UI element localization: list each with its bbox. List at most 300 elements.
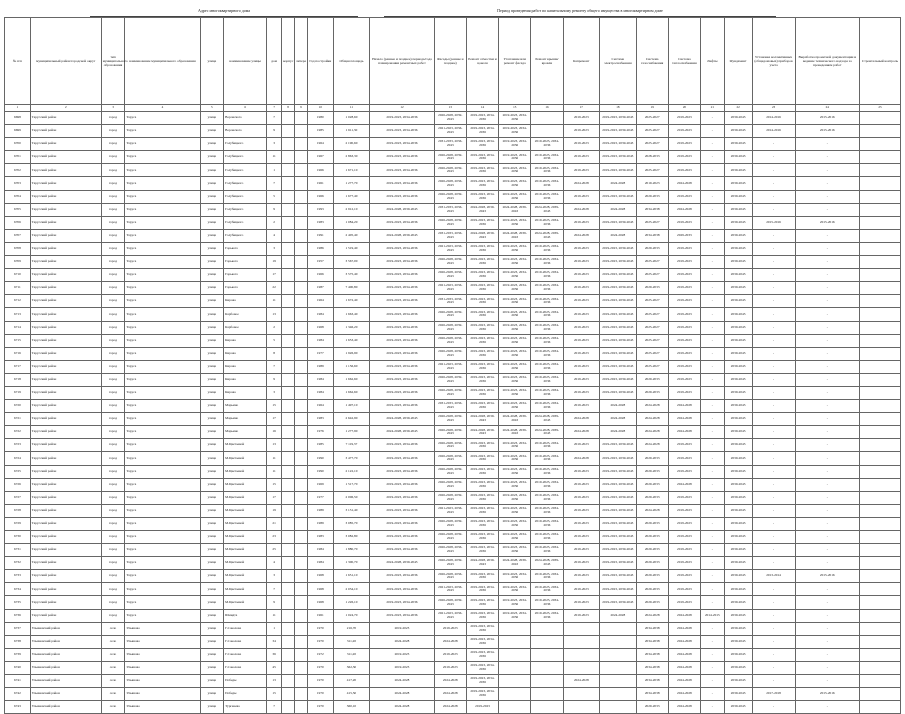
table-cell: - [701,334,725,347]
table-cell: Тарусский район [30,282,101,295]
table-cell: Таруса [125,452,200,465]
table-cell: 2019-2023, 2034-2036 [466,308,498,321]
table-cell: город [101,491,125,504]
table-cell: 2024-2028 [668,635,700,648]
table-cell: 3 [267,138,282,151]
table-cell [282,229,295,242]
table-cell [563,688,600,701]
table-cell: 2019-2023 [668,282,700,295]
table-cell [295,661,308,674]
table-cell: Тарусский район [30,308,101,321]
table-cell: улица [200,125,224,138]
table-cell: 2019-2023, 2034-2036 [466,295,498,308]
table-cell: 7 [267,701,282,714]
table-cell: Таруса [125,112,200,125]
table-cell: 6714 [5,321,31,334]
table-cell: - [795,151,859,164]
table-cell: 2019-2023, 2034-2036 [466,688,498,701]
table-cell: - [795,269,859,282]
table-cell: - [701,426,725,439]
table-cell: Ульяновский район [30,622,101,635]
table-cell: 2 [267,321,282,334]
table-cell: М.Цветаевой [224,544,267,557]
table-cell: 2019-2023 [668,439,700,452]
table-cell: улица [200,308,224,321]
table-cell: - [752,138,795,151]
table-cell: 2026-2028, 2039-2043 [434,216,466,229]
table-cell: 2017-2018 [752,688,795,701]
table-row [5,269,901,282]
table-cell: 2019-2023, 2039-2043 [600,557,637,570]
table-cell: 1964 [307,295,333,308]
table-cell: 6715 [5,334,31,347]
table-cell [859,229,900,242]
table-cell: - [795,517,859,530]
table-cell: 2029-2033 [636,465,668,478]
table-cell: улица [200,347,224,360]
table-cell: 2026-2028, 2039-2043 [434,256,466,269]
table-cell [282,661,295,674]
table-cell: улица [200,177,224,190]
table-cell: 6730 [5,531,31,544]
table-cell: 2019-2023, 2039-2043 [600,308,637,321]
table-cell: город [101,360,125,373]
table-cell: 2019-2023, 2034-2036 [466,504,498,517]
table-cell: 2019-2023, 2034-2036 [531,360,563,373]
table-cell: Таруса [125,544,200,557]
table-cell: - [701,151,725,164]
table-cell: 2024-2028 [563,203,600,216]
column-number: 25 [859,105,900,112]
table-cell: 2019-2023, 2034-2036 [466,596,498,609]
table-cell: Таруса [125,517,200,530]
table-cell [859,583,900,596]
table-cell: Г.Соколова [224,648,267,661]
table-cell [282,504,295,517]
table-cell: Тарусский район [30,426,101,439]
table-cell: 1964 [307,138,333,151]
column-header: Лифты [701,18,725,105]
table-cell: 1966 [307,269,333,282]
table-cell: М.Цветаевой [224,439,267,452]
table-cell: 2019-2023, 2039-2043 [600,190,637,203]
table-cell: Тарусский район [30,177,101,190]
table-cell: - [701,138,725,151]
table-cell: - [752,334,795,347]
table-cell [282,321,295,334]
table-cell: 1991 [307,229,333,242]
table-cell: 2019-2023 [563,517,600,530]
table-cell: 2019-2023, 2034-2036 [370,517,434,530]
table-row [5,177,901,190]
table-cell: Таруса [125,308,200,321]
table-cell: 2021-2023, 2036-2043 [434,583,466,596]
table-cell [600,701,637,714]
table-cell: 2034-2038 [636,675,668,688]
table-cell: Тарусский район [30,583,101,596]
table-cell: 2019-2023, 2034-2036 [531,439,563,452]
table-cell [282,269,295,282]
table-cell: 2019-2023, 2034-2036 [531,609,563,622]
table-cell: 2039-2043 [724,622,752,635]
table-cell: 2026-2028, 2039-2043 [434,557,466,570]
table-cell: - [795,413,859,426]
table-cell: 2024-2028, 2039-2043 [499,426,531,439]
table-cell: 9 [267,596,282,609]
table-cell [295,164,308,177]
table-cell: 2019-2023, 2039-2043 [600,531,637,544]
table-cell: 2024-2028 [370,635,434,648]
table-cell: - [701,413,725,426]
table-cell [859,216,900,229]
table-cell: город [101,544,125,557]
table-cell: - [701,622,725,635]
table-cell: Тарусский район [30,295,101,308]
table-cell [295,688,308,701]
table-cell: 1984 [307,334,333,347]
table-cell: 6703 [5,177,31,190]
table-cell: Ульяново [125,648,200,661]
table-cell: 2019-2023 [668,544,700,557]
table-cell [295,452,308,465]
table-cell [295,229,308,242]
table-cell: город [101,177,125,190]
table-cell: 2039-2043 [724,701,752,714]
table-cell: М.Цветаевой [224,504,267,517]
table-cell: 1980 [307,112,333,125]
table-cell: Таруса [125,557,200,570]
table-cell: 2024-2028, 2039-2043 [466,426,498,439]
table-cell: 2019-2023, 2034-2036 [499,112,531,125]
table-cell: 2019-2023 [563,112,600,125]
table-cell: Голубицкого [224,203,267,216]
column-header: Год постройки [307,18,333,105]
table-cell [859,531,900,544]
table-cell: 2019-2023 [563,256,600,269]
table-cell [295,321,308,334]
table-cell [282,648,295,661]
table-cell: 2019-2023 [563,570,600,583]
column-header: Ремонт отмостки и цоколя [466,18,498,105]
column-number: 20 [668,105,700,112]
table-cell: 2019-2023, 2034-2036 [499,242,531,255]
table-cell: - [701,452,725,465]
table-cell: улица [200,242,224,255]
table-cell: село [101,688,125,701]
table-cell: 2019-2023, 2034-2036 [370,112,434,125]
table-cell: 2039-2043 [724,557,752,570]
table-cell: 2019-2023, 2034-2036 [531,596,563,609]
table-cell: 2019-2023 [668,386,700,399]
table-cell [859,190,900,203]
column-header: Строительный контроль [859,18,900,105]
table-cell: город [101,583,125,596]
table-cell: 2039-2043 [724,138,752,151]
table-cell: 2025-2027 [636,360,668,373]
table-cell: - [795,295,859,308]
table-cell: - [752,452,795,465]
table-cell: улица [200,203,224,216]
table-cell [563,701,600,714]
address-caption: Адрес многоквартирного дома [90,4,358,17]
table-cell: 2029-2033 [636,386,668,399]
table-row [5,400,901,413]
table-cell [295,570,308,583]
table-cell: 2029-2033 [636,596,668,609]
table-cell: Тарусский район [30,151,101,164]
table-cell: 2034-2038 [636,203,668,216]
column-header: Капремонт [563,18,600,105]
column-number: 3 [101,105,125,112]
table-cell: 2019-2023, 2034-2036 [370,151,434,164]
table-cell: Тарусский район [30,138,101,151]
table-cell [859,491,900,504]
table-cell: 2019-2023, 2034-2036 [370,439,434,452]
table-cell: 1 519,40 [333,242,370,255]
table-cell: 11 [267,151,282,164]
table-cell: 2026-2028, 2039-2043 [434,531,466,544]
table-cell: 2019-2023, 2034-2036 [466,360,498,373]
table-cell: 13 [267,675,282,688]
table-cell: 11 [267,295,282,308]
table-cell: 2019-2023, 2034-2036 [531,334,563,347]
table-row [5,386,901,399]
table-cell: 2024-2028, 2039-2043 [370,413,434,426]
table-cell [295,426,308,439]
table-cell [282,544,295,557]
table-row [5,452,901,465]
column-number: 19 [636,105,668,112]
table-cell: - [795,478,859,491]
table-cell [859,675,900,688]
table-cell: 2 034,10 [333,583,370,596]
table-cell: 2019-2023 [563,491,600,504]
table-cell: Горького [224,256,267,269]
table-cell: город [101,478,125,491]
table-cell: Таруса [125,373,200,386]
table-cell: 2 912,10 [333,203,370,216]
table-cell: 2019-2023, 2034-2036 [466,269,498,282]
table-cell: улица [200,661,224,674]
column-number: 4 [125,105,200,112]
table-cell: 15 [267,688,282,701]
table-cell: - [701,295,725,308]
table-cell: улица [200,583,224,596]
table-row [5,426,901,439]
table-cell: 311,20 [333,635,370,648]
table-cell [295,138,308,151]
table-cell: 2024-2028 [563,426,600,439]
table-cell: 2019-2023, 2034-2036 [531,531,563,544]
column-header: литера [295,18,308,105]
table-cell: город [101,295,125,308]
table-cell: 2019-2023, 2039-2043 [600,242,637,255]
table-cell: 6732 [5,557,31,570]
table-cell: 2029-2033 [636,491,668,504]
table-cell: улица [200,531,224,544]
column-number: 8 [282,105,295,112]
table-cell [295,373,308,386]
table-cell: - [752,504,795,517]
table-cell: 2024-2028 [563,177,600,190]
table-cell: Тарусский район [30,570,101,583]
table-cell: 2026-2028, 2039-2043 [434,517,466,530]
table-cell: Тарусский район [30,504,101,517]
table-cell: 7 [267,112,282,125]
table-cell [859,661,900,674]
table-cell: - [795,203,859,216]
table-cell: Тарусский район [30,373,101,386]
table-cell: 6702 [5,164,31,177]
table-cell: - [795,321,859,334]
table-cell: улица [200,373,224,386]
table-cell: 2019-2023, 2034-2036 [466,570,498,583]
table-cell: - [795,164,859,177]
table-cell: 2039-2043 [724,439,752,452]
table-cell: - [752,229,795,242]
table-cell: город [101,373,125,386]
table-cell: Марьино [224,426,267,439]
table-cell: 2019-2023, 2039-2043 [600,360,637,373]
table-cell [295,517,308,530]
table-cell: 1 [267,622,282,635]
table-cell: 2019-2023, 2034-2036 [466,400,498,413]
table-cell: 2019-2023, 2034-2036 [531,321,563,334]
table-cell: 2021-2023, 2036-2043 [434,125,466,138]
table-cell: 6705 [5,203,31,216]
table-cell: 2019-2023, 2034-2036 [370,269,434,282]
table-cell: 2019-2023, 2034-2036 [466,675,498,688]
table-cell: 2039-2043 [724,256,752,269]
table-cell: 2019-2023, 2034-2036 [499,609,531,622]
table-cell: 17 [267,491,282,504]
table-cell [859,177,900,190]
table-cell: улица [200,334,224,347]
table-cell: Горького [224,242,267,255]
table-cell: 362,30 [333,661,370,674]
table-cell: город [101,596,125,609]
table-cell: 6711 [5,282,31,295]
table-cell [295,622,308,635]
table-cell: 2039-2043 [724,661,752,674]
table-cell [859,203,900,216]
table-cell: - [752,517,795,530]
table-cell: 2039-2043 [724,452,752,465]
table-cell [499,661,531,674]
table-cell: 11 [267,609,282,622]
table-cell [859,334,900,347]
table-cell: город [101,308,125,321]
table-cell: Кирова [224,386,267,399]
column-header: наименование муниципального образования [125,18,200,105]
table-cell: 1970 [307,701,333,714]
table-cell: 7 [267,583,282,596]
table-cell: 2019-2023 [668,321,700,334]
table-cell: 2019-2023, 2034-2036 [466,373,498,386]
table-cell [282,347,295,360]
table-cell: 2039-2043 [724,216,752,229]
table-cell: - [795,282,859,295]
table-cell: Кирова [224,334,267,347]
table-cell: 2019-2023 [668,452,700,465]
table-cell: - [701,478,725,491]
table-cell: Тарусский район [30,360,101,373]
table-cell: Г.Соколова [224,622,267,635]
table-row [5,570,901,583]
table-cell: улица [200,648,224,661]
table-cell: Тарусский район [30,216,101,229]
table-cell [282,203,295,216]
table-row [5,675,901,688]
table-cell: 2019-2023, 2039-2043 [600,504,637,517]
table-row [5,531,901,544]
column-number: 23 [752,105,795,112]
table-cell [499,635,531,648]
table-cell: - [795,360,859,373]
table-cell: 2019-2023, 2034-2036 [531,190,563,203]
table-cell: 2024-2028 [600,400,637,413]
table-cell: 2031-2033, 2036-2043 [434,229,466,242]
table-cell [295,400,308,413]
table-cell: - [752,426,795,439]
table-cell: 2019-2023 [668,216,700,229]
table-cell: - [752,675,795,688]
table-cell: 2019-2023, 2034-2036 [466,622,498,635]
table-cell [859,242,900,255]
table-cell: Таруса [125,164,200,177]
table-cell: 1 084,20 [333,216,370,229]
table-cell: 2029-2033 [636,517,668,530]
table-cell: 2019-2023, 2039-2043 [600,386,637,399]
table-cell: 2019-2023 [563,609,600,622]
table-cell: 2031-2033, 2036-2043 [434,295,466,308]
table-row [5,151,901,164]
table-cell: - [752,164,795,177]
table-cell: 2019-2023, 2039-2043 [600,138,637,151]
table-cell: 1984 [307,557,333,570]
table-cell: 2019-2023, 2034-2036 [466,282,498,295]
table-cell: 1 [267,164,282,177]
table-cell: город [101,570,125,583]
table-cell: 2029-2033 [636,557,668,570]
table-cell: 2025-2027 [636,112,668,125]
table-cell: 6713 [5,308,31,321]
table-cell: - [752,622,795,635]
table-cell: 9 [267,203,282,216]
table-cell: 2019-2023, 2034-2036 [531,242,563,255]
column-header: наименование улицы [224,18,267,105]
table-cell: 2024-2028, 2039-2043 [370,229,434,242]
table-cell: Тарусский район [30,452,101,465]
table-cell: 1964 [307,400,333,413]
table-cell [600,688,637,701]
table-cell: М.Цветаевой [224,531,267,544]
table-cell: 2019-2023, 2034-2036 [499,164,531,177]
table-cell: 2019-2023, 2034-2036 [499,125,531,138]
table-cell: - [795,439,859,452]
table-row [5,321,901,334]
table-cell: 2026-2028, 2039-2043 [434,491,466,504]
table-cell [282,478,295,491]
table-cell: улица [200,400,224,413]
table-cell: - [701,112,725,125]
table-cell [295,596,308,609]
table-cell: 2019-2023, 2034-2036 [370,177,434,190]
table-cell [282,557,295,570]
table-cell: 2024-2028 [600,229,637,242]
table-cell: Шмидта [224,609,267,622]
table-cell: 2019-2023, 2034-2036 [370,504,434,517]
